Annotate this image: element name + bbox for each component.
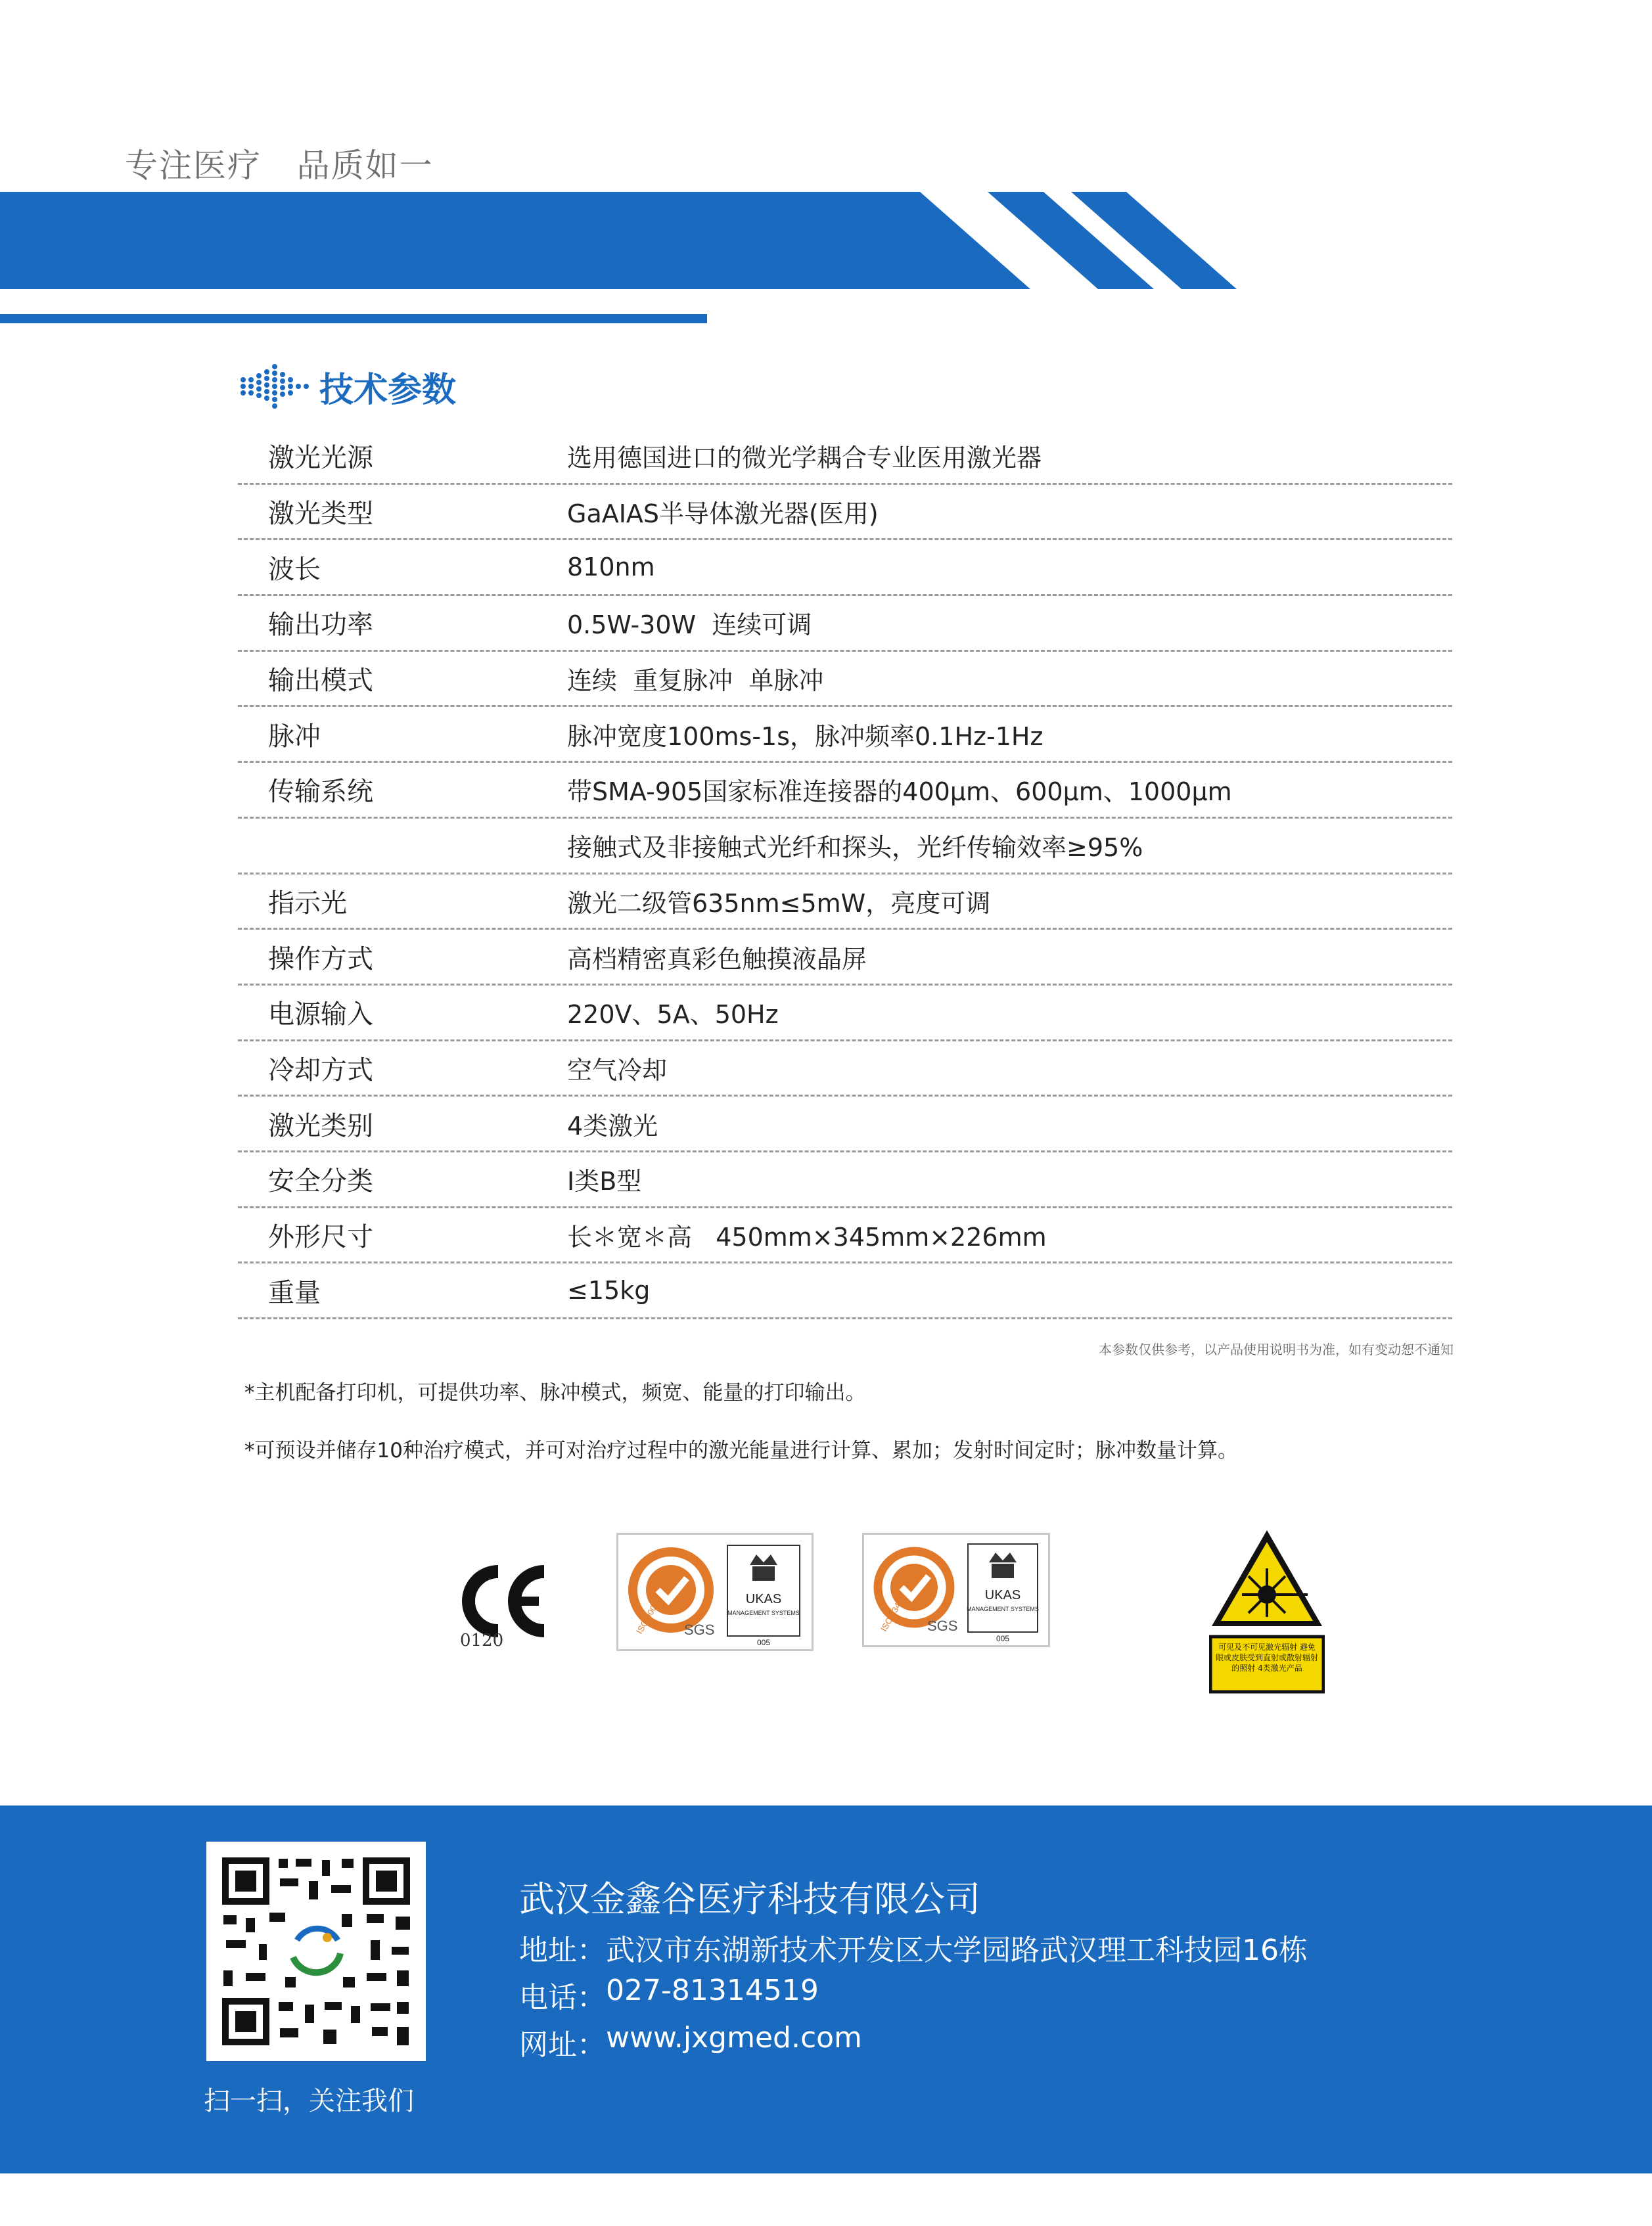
spec-label: 波长 [268,554,321,585]
sgs-ukas-badge-icon [864,1535,1048,1645]
spec-label: 脉冲 [268,721,321,752]
spec-table [238,429,1452,1319]
spec-row [238,652,1452,708]
cert2-right-code: 005 [996,1634,1010,1643]
spec-value: 4类激光 [567,1111,658,1141]
spec-label: 操作方式 [268,943,373,974]
cert2-right-sub: MANAGEMENT SYSTEMS [967,1606,1039,1612]
spec-value: 接触式及非接触式光纤和探头，光纤传输效率≥95% [567,833,1143,863]
section-heading [238,360,456,413]
spec-value: 带SMA-905国家标准连接器的400μm、600μm、1000μm [567,777,1232,807]
company-name: 武汉金鑫谷医疗科技有限公司 [519,1878,980,1920]
spec-value: 810nm [567,553,655,582]
spec-label: 激光类别 [268,1110,373,1141]
spec-value: 空气冷却 [567,1055,668,1085]
qr-caption: 扫一扫，关注我们 [204,2086,414,2116]
cert1-right-code: 005 [756,1638,771,1647]
spec-row [238,819,1452,874]
spec-value: GaAIAS半导体激光器(医用) [567,499,879,529]
cert2-right-text: UKAS [984,1588,1021,1602]
cert2-left-text: ISO 13485 [879,1593,908,1633]
spec-label: 电源输入 [268,999,373,1030]
cert1-left-text: ISO 9001 [634,1599,661,1636]
website-label: 网址： [519,2028,606,2062]
spec-row [238,1263,1452,1319]
header-slogan: 专注医疗 品质如一 [125,147,434,185]
spec-value: 连续 重复脉冲 单脉冲 [567,666,824,696]
spec-label: 激光类型 [268,499,373,530]
sgs-ukas-badge-icon [618,1535,812,1649]
iso13485-certificate [862,1533,1050,1647]
spec-label: 传输系统 [268,777,373,807]
spec-row [238,707,1452,763]
spec-value: 长＊宽＊高 450mm×345mm×226mm [567,1222,1047,1252]
cert1-right-sub: MANAGEMENT SYSTEMS [727,1610,800,1616]
laser-warning-icon [1209,1528,1325,1694]
header-underline [0,314,707,323]
spec-label: 外形尺寸 [268,1221,373,1252]
section-title: 技术参数 [319,370,457,410]
spec-row [238,1097,1452,1152]
feature-note: *可预设并储存10种治疗模式，并可对治疗过程中的激光能量进行计算、累加；发射时间定时；脉冲数量计算。 [244,1439,1238,1463]
spec-value: I类B型 [567,1167,642,1196]
spec-row [238,930,1452,986]
address-value: 武汉市东湖新技术开发区大学园路武汉理工科技园16栋 [606,1934,1308,1967]
address-label: 地址： [519,1934,606,1967]
laser-warning-text: 可见及不可见激光辐射 避免眼或皮肤受到直射或散射辐射的照射 4类激光产品 [1216,1643,1318,1673]
spec-label: 输出功率 [268,610,373,641]
cert2-left-logo: SGS [927,1618,958,1634]
dot-arrow-icon [238,360,310,413]
website-line [519,2021,862,2063]
spec-value: 高档精密真彩色触摸液晶屏 [567,944,867,974]
spec-value: 脉冲宽度100ms-1s，脉冲频率0.1Hz-1Hz [567,721,1044,751]
cert1-left-logo: SGS [684,1622,715,1638]
spec-label: 重量 [268,1277,321,1308]
iso9001-certificate [616,1533,814,1651]
spec-row [238,540,1452,596]
spec-value: 0.5W-30W 连续可调 [567,610,812,640]
spec-label: 安全分类 [268,1166,373,1197]
spec-row [238,986,1452,1041]
spec-row [238,763,1452,819]
spec-value: 220V、5A、50Hz [567,1000,779,1030]
ce-notified-body-code: 0120 [460,1631,504,1650]
spec-value: 选用德国进口的微光学耦合专业医用激光器 [567,443,1042,473]
spec-label: 冷却方式 [268,1055,373,1085]
spec-row [238,429,1452,485]
spec-label: 指示光 [268,888,347,919]
spec-row [238,596,1452,652]
phone-value[interactable]: 027-81314519 [606,1974,819,2007]
spec-value: ≤15kg [567,1276,651,1306]
cert1-right-text: UKAS [745,1592,782,1606]
address-line [519,1926,1308,1968]
spec-value: 激光二级管635nm≤5mW，亮度可调 [567,888,991,918]
feature-note: *主机配备打印机，可提供功率、脉冲模式，频宽、能量的打印输出。 [244,1381,866,1405]
phone-label: 电话： [519,1981,606,2014]
spec-row [238,1208,1452,1264]
spec-disclaimer: 本参数仅供参考，以产品使用说明书为准，如有变动恕不通知 [1099,1342,1454,1357]
spec-row [238,1041,1452,1097]
header-band [0,192,1249,289]
website-link[interactable]: www.jxgmed.com [606,2021,862,2055]
spec-row [238,485,1452,541]
spec-label: 输出模式 [268,666,373,696]
qr-code-icon[interactable] [206,1842,426,2061]
spec-row [238,874,1452,930]
spec-label: 激光光源 [268,443,373,474]
phone-line [519,1974,819,2016]
spec-row [238,1152,1452,1208]
